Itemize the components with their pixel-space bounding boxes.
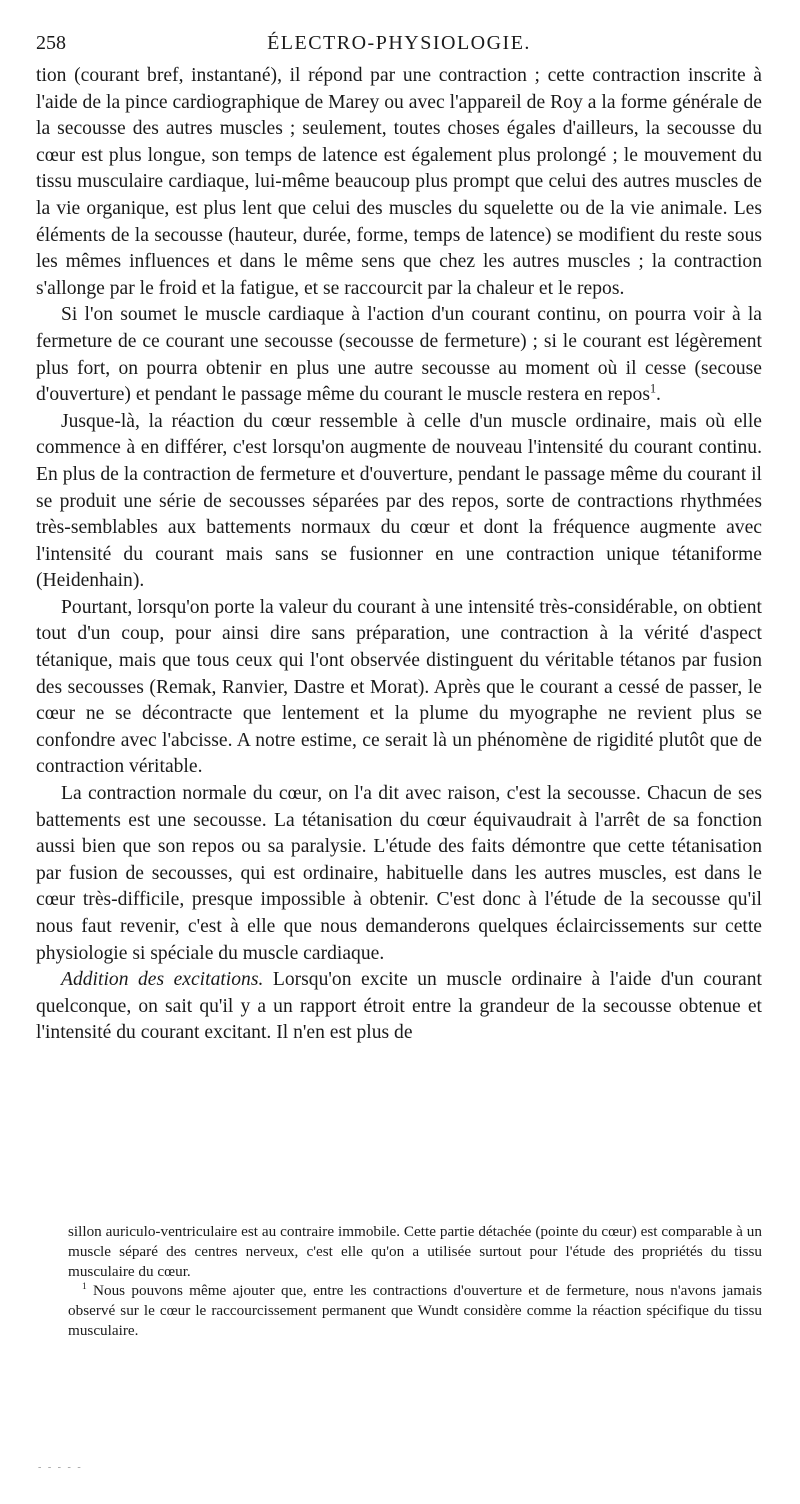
paragraph-addition-excitations — [36, 967, 762, 1047]
footnotes — [68, 1222, 762, 1341]
paragraph-continued: tion (courant bref, instantané), il répond par une contraction ; cette contraction inscrite à l'aide de la pince cardiographique de Marey ou avec l'appareil de Roy a la forme générale de la secousse des autres muscles ; seulement, toutes choses égales d'ailleurs, la secousse du cœur est plus longue, son temps de latence est également plus prolongé ; le mouvement du tissu musculaire cardiaque, lui-même beaucoup plus prompt que celui des autres muscles de la vie organique, est plus lent que celui des muscles du squelette ou de la vie animale. Les éléments de la secousse (hauteur, durée, forme, temps de latence) se modifient du reste sous les mêmes influences et dans le même sens que chez les autres muscles ; la contraction s'allonge par le froid et la fatigue, et se raccourcit par la chaleur et le repos. — [36, 65, 762, 299]
paragraph-heart-reaction: Jusque-là, la réaction du cœur ressemble à celle d'un muscle ordinaire, mais où elle commence à en différer, c'est lorsqu'on augmente de nouveau l'intensité du courant continu. En plus de la contraction de fermeture et d'ouverture, pendant le passage même du courant il se produit une série de secousses séparées par des repos, sorte de contractions rhythmées très-semblables aux battements normaux du cœur et dont la fréquence augmente avec l'intensité du courant mais sans se fusionner en une contraction unique tétaniforme (Heidenhain). — [36, 410, 762, 592]
footnote-text: Nous pouvons même ajouter que, entre les contractions d'ouverture et de fermeture, nous n'avons jamais observé sur le cœur le raccourcissement permanent que Wundt considère comme la réaction spécifique du tissu musculaire. — [68, 1282, 762, 1339]
page-number: 258 — [36, 32, 66, 54]
print-marks: - - - - - — [38, 1462, 83, 1473]
paragraph-high-intensity: Pourtant, lorsqu'on porte la valeur du courant à une intensité très-considérable, on obtient tout d'un coup, pour ainsi dire sans préparation, une contraction à la vérité d'aspect tétanique, mais que tous ceux qui l'ont observée distinguent du véritable tétanos par fusion des secousses (Remak, Ranvier, Dastre et Morat). Après que le courant a cessé de passer, le cœur ne se décontracte que lentement et la plume du myographe ne revient plus se confondre avec l'abcisse. A notre estime, ce serait là un phénomène de rigidité plutôt que de contraction véritable. — [36, 596, 762, 778]
footnote-continuation: sillon auriculo-ventriculaire est au contraire immobile. Cette partie détachée (pointe du cœur) est comparable à un muscle séparé des centres nerveux, c'est elle qu'on a utilisée surtout pour l'étude des propriétés du tissu musculaire du cœur. — [68, 1223, 762, 1280]
running-title: ÉLECTRO-PHYSIOLOGIE. — [267, 32, 531, 54]
paragraph-period: . — [656, 384, 661, 406]
footnote-1 — [68, 1281, 762, 1340]
paragraph-continuous-current — [36, 302, 762, 408]
page-header — [36, 30, 762, 56]
paragraph-text: Lorsqu'on excite un muscle ordinaire à l'aide d'un courant quelconque, on sait qu'il y a un rapport étroit entre la grandeur de la secousse obtenue et l'intensité du courant excitant. Il n'en est plus de — [36, 969, 762, 1044]
footnote-marker: 1 — [82, 1282, 87, 1293]
footnote-reference: 1 — [649, 381, 657, 396]
paragraph-normal-contraction: La contraction normale du cœur, on l'a dit avec raison, c'est la secousse. Chacun de ses battements est une secousse. La tétanisation du cœur équivaudrait à l'arrêt de sa fonction aussi bien que son repos ou sa paralysie. L'étude des faits démontre que cette tétanisation par fusion de secousses, qui est ordinaire, habituelle dans les autres muscles, est dans le cœur très-difficile, presque impossible à obtenir. C'est donc à l'étude de la secousse qu'il nous faut revenir, c'est à elle que nous demanderons quelques éclaircissements sur cette physiologie si spéciale du muscle cardiaque. — [36, 783, 762, 964]
main-text — [36, 63, 762, 1047]
section-heading: Addition des excitations. — [61, 969, 264, 991]
paragraph-text: Si l'on soumet le muscle cardiaque à l'action d'un courant continu, on pourra voir à la fermeture de ce courant une secousse (secousse de fermeture) ; si le courant est légèrement plus fort, on pourra obtenir en plus une autre secousse au moment où il cesse (secouse d'ouverture) et pendant le passage même du courant le muscle restera en repos — [36, 304, 762, 406]
